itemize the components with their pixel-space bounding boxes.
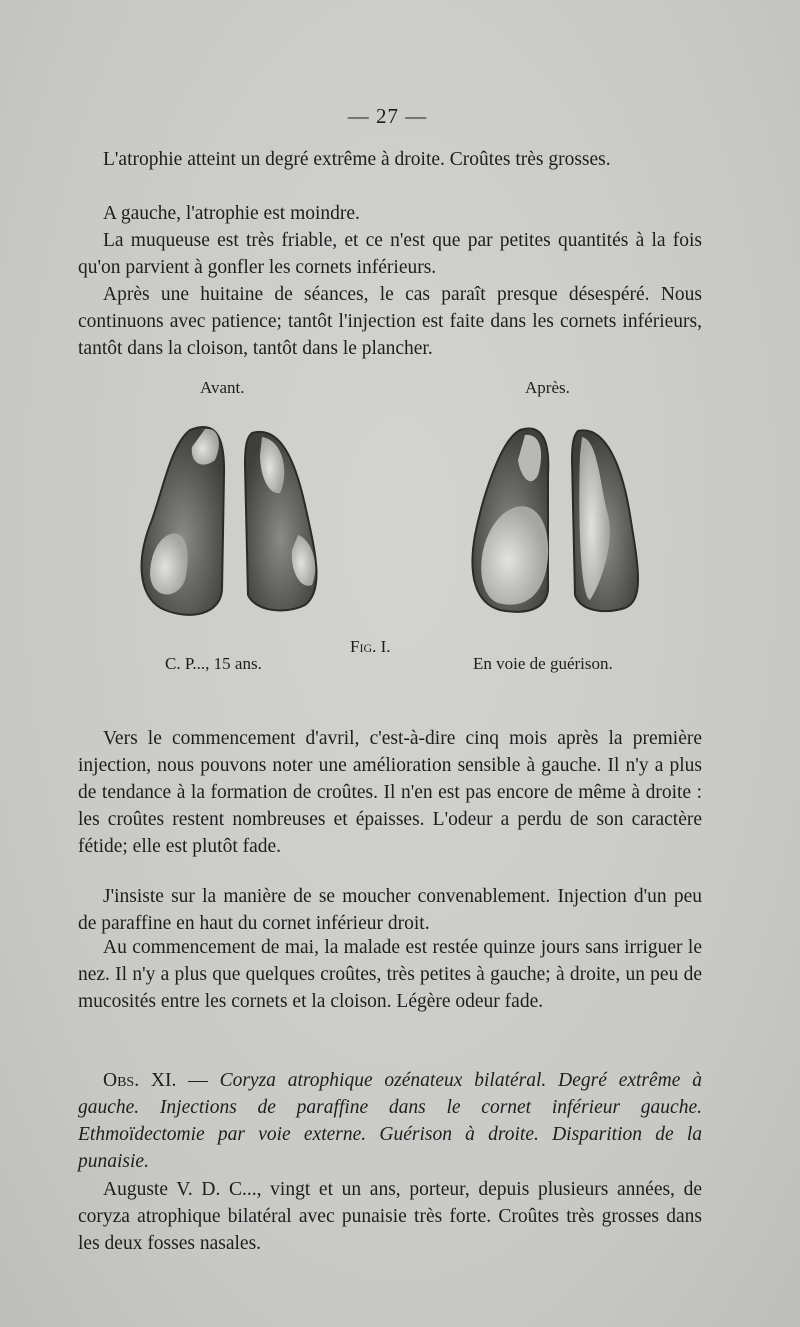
paragraph-blowing: J'insiste sur la manière de se moucher convenablement. Injection d'un peu de paraffine en haut du cornet inférieur droit. bbox=[78, 886, 702, 934]
paragraph-sessions: Après une huitaine de séances, le cas paraît presque désespéré. Nous continuons avec patience; tantôt l'injection est faite dans les cornets inférieurs, tantôt dans la cloison, tantôt dans le plancher. bbox=[78, 284, 702, 359]
after-right-nostril bbox=[572, 430, 638, 611]
paragraph-may: Au commencement de mai, la malade est restée quinze jours sans irriguer le nez. Il n'y a plus que quelques croûtes, très petites à gauche; à droite, un peu de mucosités entre les cornets et la cloison. Légère odeur fade. bbox=[78, 937, 702, 1012]
paragraph-april: Vers le commencement d'avril, c'est-à-dire cinq mois après la première injection, nous pouvons noter une amélioration sensible à gauche. Il n'y a plus de tendance à la formation de croûtes. Il n'en est pas encore de même à droite : les croûtes restent nombreuses et épaisses. L'odeur a perdu de son caractère fétide; elle est plutôt fade. bbox=[78, 728, 702, 857]
observation-number: Obs. XI. — bbox=[103, 1070, 208, 1091]
before-right-nostril bbox=[245, 432, 317, 611]
figure-label-after: Après. bbox=[525, 378, 570, 397]
after-left-nostril bbox=[472, 428, 548, 611]
observation-title: Coryza atrophique ozénateux bilatéral. Degré extrême à gauche. Injections de paraffine dans le cornet inférieur gauche. Ethmoïdectomie par voie externe. Guérison à droite. Disparition de la punaisie. bbox=[78, 1070, 702, 1172]
paragraph-atrophy: L'atrophie atteint un degré extrême à droite. Croûtes très grosses. bbox=[103, 149, 611, 170]
page-number: — 27 — bbox=[347, 104, 428, 128]
figure-caption-right: En voie de guérison. bbox=[473, 654, 613, 673]
figure-caption: Fig. I. bbox=[350, 637, 391, 656]
nasal-cavity-figure bbox=[130, 415, 670, 630]
figure-label-before: Avant. bbox=[200, 378, 245, 397]
before-left-nostril bbox=[142, 427, 225, 615]
observation-text: Auguste V. D. C..., vingt et un ans, porteur, depuis plusieurs années, de coryza atrophique bilatéral avec punaisie très forte. Croûtes très grosses dans les deux fosses nasales. bbox=[78, 1179, 702, 1254]
observation-heading bbox=[78, 1067, 702, 1175]
paragraph-left-side: A gauche, l'atrophie est moindre. bbox=[103, 203, 360, 224]
figure-caption-left: C. P..., 15 ans. bbox=[165, 654, 262, 673]
paragraph-mucosa: La muqueuse est très friable, et ce n'est que par petites quantités à la fois qu'on parvient à gonfler les cornets inférieurs. bbox=[78, 230, 702, 278]
